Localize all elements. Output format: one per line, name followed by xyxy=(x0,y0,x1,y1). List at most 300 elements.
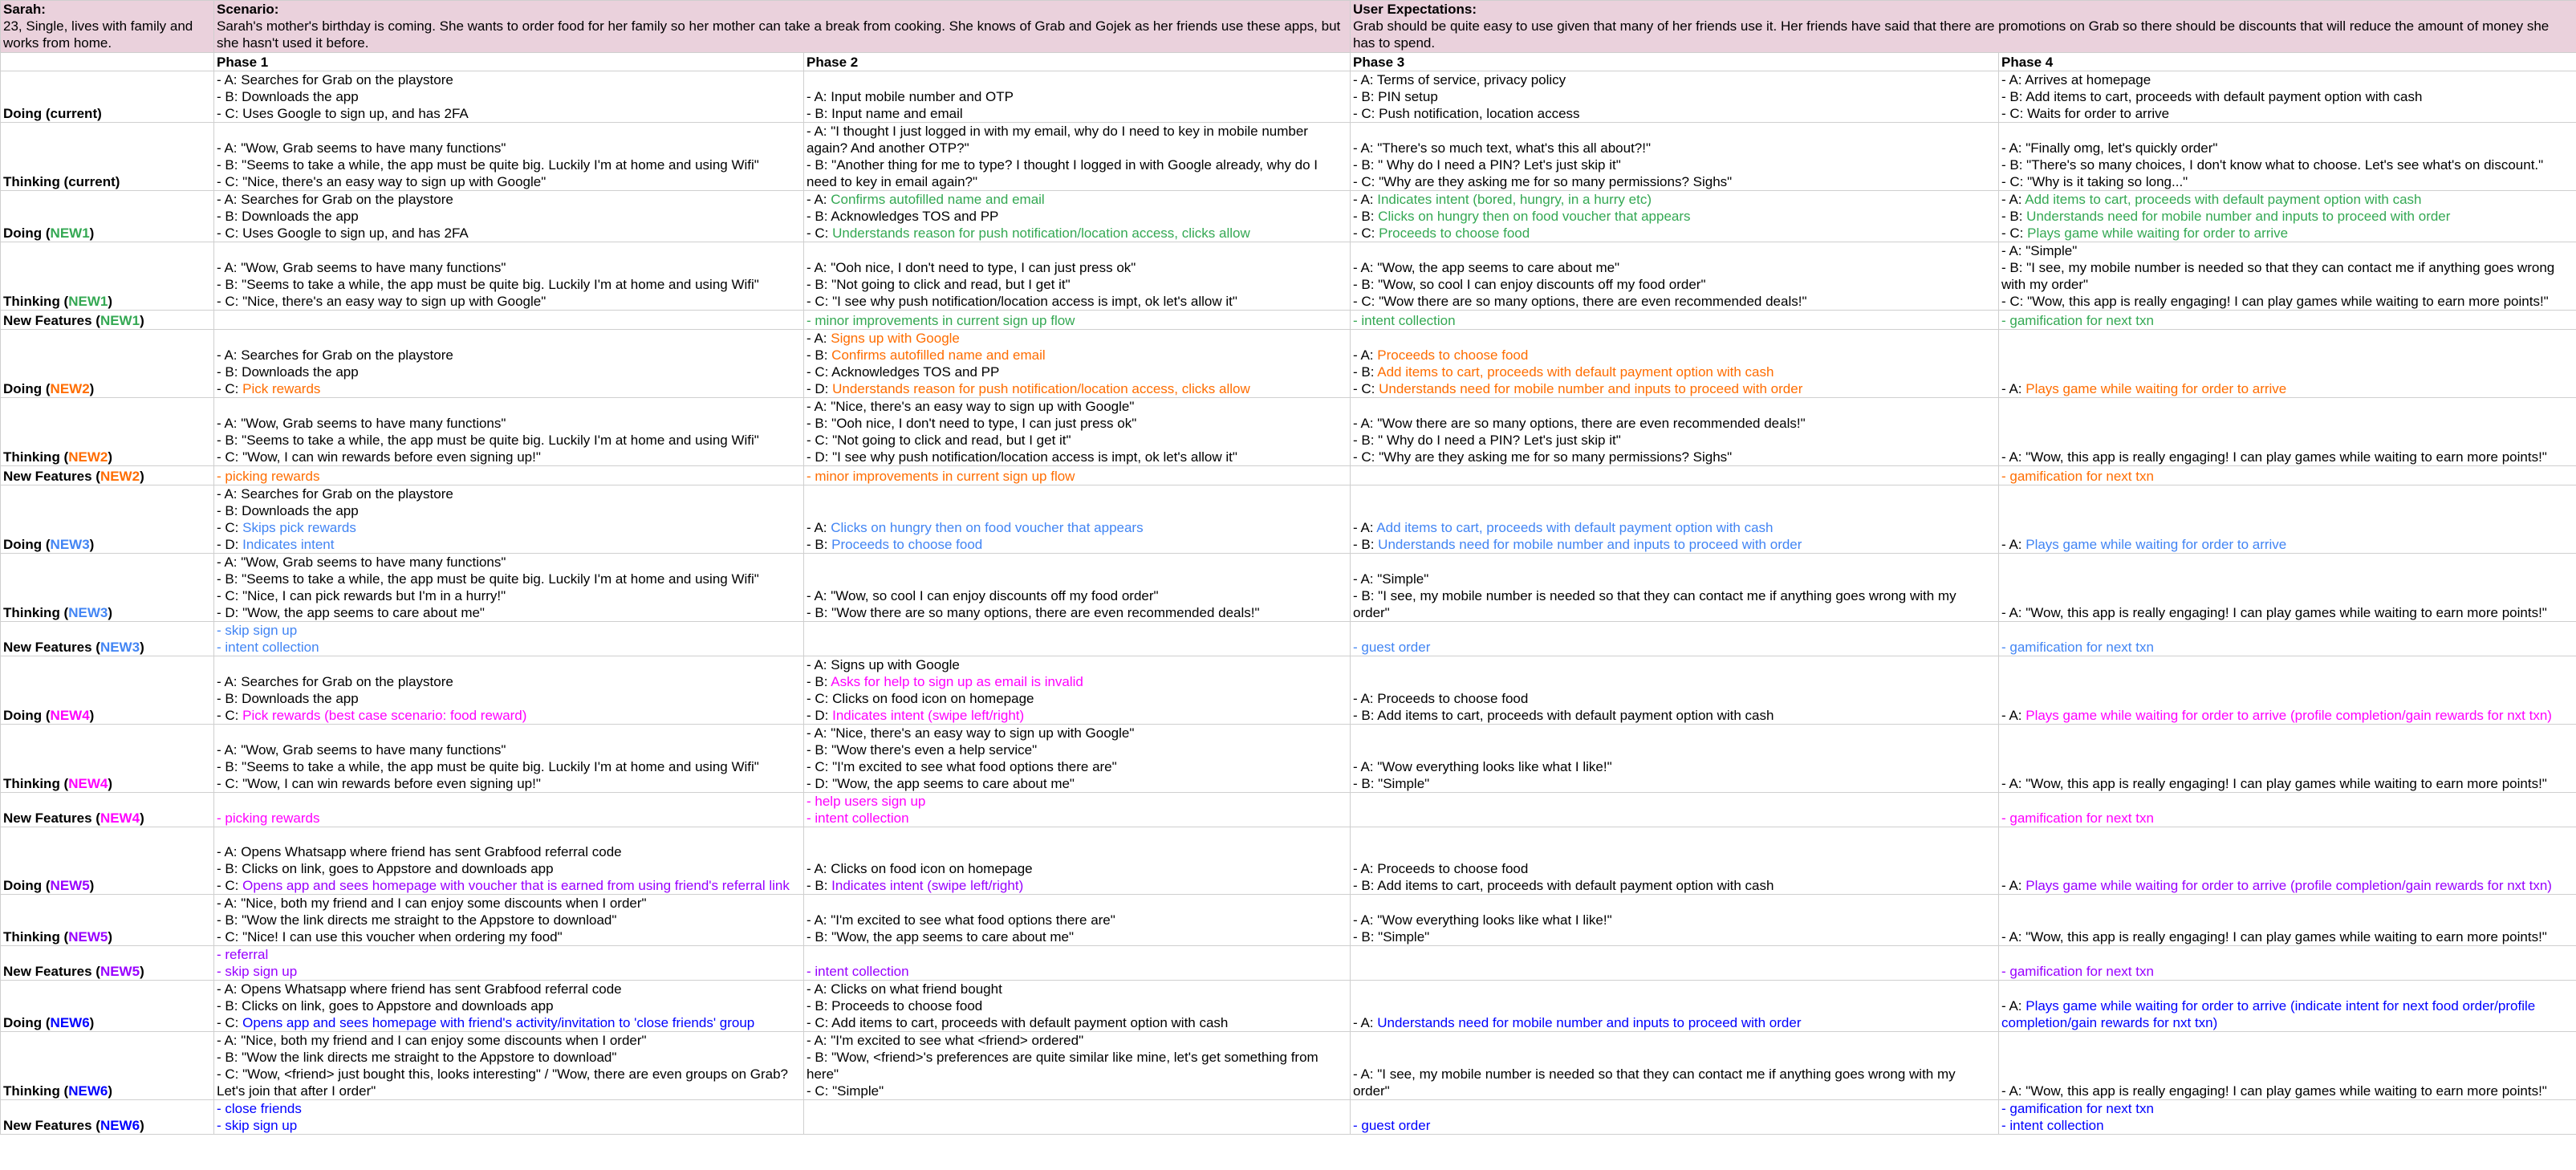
cell-line xyxy=(807,519,1347,536)
phase-2-cell[interactable] xyxy=(804,466,1351,485)
phase-4-cell[interactable] xyxy=(1999,554,2576,622)
cell-line xyxy=(2001,536,2574,553)
cell-line xyxy=(807,928,1347,945)
cell-line xyxy=(217,928,801,945)
cell-line xyxy=(1353,449,1996,465)
phase-2-cell[interactable] xyxy=(804,330,1351,398)
text-segment: - A: xyxy=(2001,537,2026,552)
cell-line xyxy=(2001,156,2574,173)
phase-3-cell[interactable] xyxy=(1351,1100,1999,1135)
text-segment: - D: "I see why push notification/location access is impt, ok let's allow it" xyxy=(807,449,1237,465)
row-label-cell[interactable] xyxy=(1,330,214,398)
phase-4-header[interactable]: Phase 4 xyxy=(1999,53,2576,71)
cell-line xyxy=(807,449,1347,465)
text-segment: - A: "Wow everything looks like what I like!" xyxy=(1353,759,1612,774)
row-label-cell[interactable] xyxy=(1,793,214,827)
text-segment: - A: Terms of service, privacy policy xyxy=(1353,72,1566,87)
cell-line xyxy=(217,1066,801,1099)
cell-line xyxy=(2001,173,2574,190)
text-segment: - B: "Wow, the app seems to care about me" xyxy=(807,929,1075,945)
text-segment: Thinking ( xyxy=(3,449,69,465)
text-segment: - B: Input name and email xyxy=(807,106,963,121)
phase-2-cell[interactable] xyxy=(804,311,1351,330)
cell-line xyxy=(807,1049,1347,1083)
text-segment: Plays game while waiting for order to arrive (profile completion/gain rewards for nxt txn) xyxy=(2025,878,2552,893)
text-segment: - C: "I see why push notification/location access is impt, ok let's allow it" xyxy=(807,294,1237,309)
text-segment: - B: xyxy=(807,537,832,552)
cell-line xyxy=(217,981,801,997)
phase-2-cell[interactable] xyxy=(804,895,1351,946)
text-segment: - A: Arrives at homepage xyxy=(2001,72,2151,87)
expectations-cell[interactable] xyxy=(1351,1,2576,53)
row-label-cell[interactable] xyxy=(1,895,214,946)
text-segment: - D: xyxy=(217,537,243,552)
row-label-cell[interactable] xyxy=(1,398,214,466)
scenario-cell[interactable] xyxy=(214,1,1351,53)
phase-4-cell[interactable] xyxy=(1999,656,2576,725)
phase-2-cell[interactable] xyxy=(804,398,1351,466)
text-segment: - B: Acknowledges TOS and PP xyxy=(807,209,999,224)
cell-line xyxy=(1353,707,1996,724)
phase-3-cell[interactable] xyxy=(1351,725,1999,793)
text-segment: - C: Push notification, location access xyxy=(1353,106,1580,121)
text-segment: - C: xyxy=(217,520,243,535)
phase-4-cell[interactable] xyxy=(1999,1100,2576,1135)
text-segment: - C: xyxy=(217,708,243,723)
cell-line xyxy=(807,156,1347,190)
cell-line xyxy=(2001,604,2574,621)
text-segment: Thinking ( xyxy=(3,776,69,791)
text-segment: - intent collection xyxy=(2001,1118,2104,1133)
cell-line xyxy=(807,380,1347,397)
phase-3-cell[interactable] xyxy=(1351,242,1999,311)
phase-3-cell[interactable] xyxy=(1351,311,1999,330)
text-segment: - C: "Why is it taking so long..." xyxy=(2001,174,2188,189)
cell-line xyxy=(217,587,801,604)
text-segment: - B: "Wow the link directs me straight to the Appstore to download" xyxy=(217,912,617,928)
cell-line xyxy=(2001,1117,2574,1134)
phase-1-cell[interactable] xyxy=(214,656,804,725)
cell-line xyxy=(1353,156,1996,173)
text-segment: NEW3 xyxy=(50,537,90,552)
cell-line xyxy=(2001,707,2574,724)
text-segment: Plays game while waiting for order to arrive xyxy=(2025,537,2287,552)
text-segment: - picking rewards xyxy=(217,469,320,484)
journey-row xyxy=(1,1032,2576,1100)
row-label-cell[interactable] xyxy=(1,827,214,895)
text-segment: - C: "Wow, <friend> just bought this, looks interesting" / "Wow, there are even groups on Grab? Let's join that after I order" xyxy=(217,1066,792,1099)
persona-cell[interactable] xyxy=(1,1,214,53)
phase-1-cell[interactable] xyxy=(214,1100,804,1135)
text-segment: Doing ( xyxy=(3,708,51,723)
journey-row xyxy=(1,71,2576,123)
phase-4-cell[interactable] xyxy=(1999,330,2576,398)
text-segment: - A: Signs up with Google xyxy=(807,657,960,672)
text-segment: - A: "Wow, this app is really engaging! I can play games while waiting to earn more points!" xyxy=(2001,929,2547,945)
cell-line xyxy=(807,604,1347,621)
row-label-cell[interactable] xyxy=(1,191,214,242)
text-segment: - minor improvements in current sign up flow xyxy=(807,469,1075,484)
text-segment: - gamification for next txn xyxy=(2001,313,2154,328)
cell-line xyxy=(217,741,801,758)
row-label-cell[interactable] xyxy=(1,656,214,725)
journey-row xyxy=(1,725,2576,793)
phase-3-cell[interactable] xyxy=(1351,946,1999,981)
cell-line xyxy=(217,468,801,485)
text-segment: - C: "Why are they asking me for so many permissions? Sighs" xyxy=(1353,449,1733,465)
cell-line xyxy=(1353,191,1996,208)
text-segment: - A: "Simple" xyxy=(1353,571,1429,587)
text-segment: Opens app and sees homepage with voucher that is earned from using friend's referral link xyxy=(242,878,790,893)
text-segment: ) xyxy=(89,878,95,893)
phase-3-cell[interactable] xyxy=(1351,895,1999,946)
phase-2-cell[interactable] xyxy=(804,1100,1351,1135)
cell-line xyxy=(807,347,1347,364)
cell-line xyxy=(807,293,1347,310)
text-segment: - gamification for next txn xyxy=(2001,964,2154,979)
text-segment: - A: xyxy=(2001,998,2026,1014)
phase-3-cell[interactable] xyxy=(1351,466,1999,485)
cell-line xyxy=(217,156,801,173)
phase-2-cell[interactable] xyxy=(804,725,1351,793)
phase-2-cell[interactable] xyxy=(804,1032,1351,1100)
phase-3-cell[interactable] xyxy=(1351,398,1999,466)
journey-row xyxy=(1,622,2576,656)
text-segment: - A: xyxy=(2001,708,2026,723)
text-segment: - help users sign up xyxy=(807,794,926,809)
text-segment: Asks for help to sign up as email is invalid xyxy=(831,674,1083,689)
text-segment: - A: xyxy=(807,192,831,207)
journey-row xyxy=(1,330,2576,398)
phase-1-cell[interactable] xyxy=(214,827,804,895)
phase-1-cell[interactable] xyxy=(214,398,804,466)
phase-1-cell[interactable] xyxy=(214,725,804,793)
phase-4-cell[interactable] xyxy=(1999,946,2576,981)
text-segment: ) xyxy=(108,605,113,620)
cell-line xyxy=(2001,997,2574,1031)
cell-line xyxy=(1353,1014,1996,1031)
phase-1-cell[interactable] xyxy=(214,191,804,242)
phase-corner-cell[interactable] xyxy=(1,53,214,71)
phase-1-cell[interactable] xyxy=(214,793,804,827)
text-segment: - skip sign up xyxy=(217,964,298,979)
text-segment: - C: xyxy=(2001,225,2028,241)
cell-line xyxy=(217,88,801,105)
phase-2-header[interactable]: Phase 2 xyxy=(804,53,1351,71)
phase-1-cell[interactable] xyxy=(214,981,804,1032)
cell-line xyxy=(217,1100,801,1117)
phase-3-cell[interactable] xyxy=(1351,622,1999,656)
text-segment: - B: "Wow the link directs me straight to the Appstore to download" xyxy=(217,1050,617,1065)
phase-1-cell[interactable] xyxy=(214,123,804,191)
text-segment: Indicates intent (swipe left/right) xyxy=(832,708,1025,723)
cell-line xyxy=(807,758,1347,775)
cell-line xyxy=(2001,468,2574,485)
text-segment: Indicates intent (bored, hungry, in a hurry etc) xyxy=(1377,192,1652,207)
phase-2-cell[interactable] xyxy=(804,191,1351,242)
phase-1-cell[interactable] xyxy=(214,622,804,656)
text-segment: Signs up with Google xyxy=(831,331,960,346)
cell-line xyxy=(2001,810,2574,827)
phase-4-cell[interactable] xyxy=(1999,1032,2576,1100)
cell-line xyxy=(2001,71,2574,88)
text-segment: - B: xyxy=(807,674,831,689)
row-label-cell[interactable] xyxy=(1,466,214,485)
text-segment: NEW6 xyxy=(100,1118,140,1133)
text-segment: - intent collection xyxy=(1353,313,1456,328)
text-segment: ) xyxy=(89,381,95,396)
text-segment: NEW2 xyxy=(50,381,90,396)
phase-4-cell[interactable] xyxy=(1999,311,2576,330)
text-segment: ) xyxy=(140,810,144,826)
cell-line xyxy=(807,123,1347,156)
cell-line xyxy=(807,191,1347,208)
text-segment: Skips pick rewards xyxy=(242,520,356,535)
cell-line xyxy=(217,895,801,912)
text-segment: - referral xyxy=(217,947,269,962)
row-label-cell[interactable] xyxy=(1,485,214,554)
cell-line xyxy=(1353,225,1996,242)
cell-line xyxy=(1353,364,1996,380)
text-segment: - B: xyxy=(1353,364,1378,380)
cell-line xyxy=(1353,690,1996,707)
phase-2-cell[interactable] xyxy=(804,622,1351,656)
text-segment: - B: "Seems to take a while, the app must be quite big. Luckily I'm at home and using Wifi" xyxy=(217,759,759,774)
text-segment: Thinking ( xyxy=(3,1083,69,1099)
phase-4-cell[interactable] xyxy=(1999,622,2576,656)
text-segment: - B: xyxy=(807,878,832,893)
cell-line xyxy=(807,793,1347,810)
text-segment: - A: Input mobile number and OTP xyxy=(807,89,1014,104)
phase-3-cell[interactable] xyxy=(1351,827,1999,895)
text-segment: - C: Waits for order to arrive xyxy=(2001,106,2170,121)
phase-1-cell[interactable] xyxy=(214,330,804,398)
row-label-cell[interactable] xyxy=(1,554,214,622)
row-label-cell[interactable] xyxy=(1,946,214,981)
text-segment: NEW1 xyxy=(50,225,90,241)
phase-1-cell[interactable] xyxy=(214,311,804,330)
phase-3-cell[interactable] xyxy=(1351,1032,1999,1100)
row-label-cell[interactable] xyxy=(1,981,214,1032)
text-segment: Plays game while waiting for order to arrive (indicate intent for next food order/profile completion/gain rewards for nxt txn) xyxy=(2001,998,2539,1030)
text-segment: - guest order xyxy=(1353,1118,1431,1133)
text-segment: - A: "Wow, Grab seems to have many functions" xyxy=(217,742,506,758)
text-segment: - B: Downloads the app xyxy=(217,503,359,518)
phase-2-cell[interactable] xyxy=(804,123,1351,191)
text-segment: Doing ( xyxy=(3,1015,51,1030)
cell-line xyxy=(1353,71,1996,88)
phase-3-cell[interactable] xyxy=(1351,71,1999,123)
cell-line xyxy=(217,877,801,894)
phase-3-cell[interactable] xyxy=(1351,981,1999,1032)
journey-row xyxy=(1,946,2576,981)
row-label-cell[interactable] xyxy=(1,725,214,793)
text-segment: ) xyxy=(108,1083,113,1099)
row-label-cell[interactable] xyxy=(1,242,214,311)
phase-4-cell[interactable] xyxy=(1999,895,2576,946)
phase-4-cell[interactable] xyxy=(1999,242,2576,311)
phase-4-cell[interactable] xyxy=(1999,123,2576,191)
row-label-cell[interactable] xyxy=(1,1032,214,1100)
text-segment: Proceeds to choose food xyxy=(1379,225,1530,241)
phase-4-cell[interactable] xyxy=(1999,191,2576,242)
cell-line xyxy=(807,1014,1347,1031)
cell-line xyxy=(1353,380,1996,397)
journey-row xyxy=(1,191,2576,242)
cell-line xyxy=(807,741,1347,758)
scenario-title: Scenario: xyxy=(217,2,279,17)
text-segment: ) xyxy=(140,313,144,328)
phase-4-cell[interactable] xyxy=(1999,981,2576,1032)
cell-line xyxy=(217,758,801,775)
text-segment: Add items to cart, proceeds with default payment option with cash xyxy=(1376,520,1774,535)
text-segment: ) xyxy=(140,640,144,655)
text-segment: Add items to cart, proceeds with default payment option with cash xyxy=(2025,192,2422,207)
text-segment: Plays game while waiting for order to arrive (profile completion/gain rewards for nxt txn) xyxy=(2025,708,2552,723)
text-segment: - intent collection xyxy=(807,810,909,826)
text-segment: - C: "Nice, there's an easy way to sign up with Google" xyxy=(217,294,546,309)
text-segment: - A: xyxy=(1353,192,1378,207)
text-segment: Indicates intent (swipe left/right) xyxy=(831,878,1024,893)
text-segment: - C: Clicks on food icon on homepage xyxy=(807,691,1034,706)
cell-line xyxy=(217,622,801,639)
text-segment: Doing ( xyxy=(3,878,51,893)
text-segment: - B: Add items to cart, proceeds with default payment option with cash xyxy=(2001,89,2423,104)
phase-3-cell[interactable] xyxy=(1351,123,1999,191)
phase-4-cell[interactable] xyxy=(1999,827,2576,895)
phase-1-cell[interactable] xyxy=(214,71,804,123)
text-segment: New Features ( xyxy=(3,313,100,328)
cell-line xyxy=(2001,293,2574,310)
row-label-cell[interactable] xyxy=(1,311,214,330)
phase-2-cell[interactable] xyxy=(804,793,1351,827)
text-segment: - B: "I see, my mobile number is needed so that they can contact me if anything goes wrong with my order" xyxy=(2001,260,2558,292)
text-segment: - A: xyxy=(1353,520,1377,535)
cell-line xyxy=(2001,225,2574,242)
cell-line xyxy=(807,587,1347,604)
cell-line xyxy=(217,639,801,656)
row-label-cell[interactable] xyxy=(1,1100,214,1135)
row-label-cell[interactable] xyxy=(1,622,214,656)
text-segment: New Features ( xyxy=(3,469,100,484)
text-segment: - A: "Wow, this app is really engaging! I can play games while waiting to earn more points!" xyxy=(2001,605,2547,620)
text-segment: - A: Proceeds to choose food xyxy=(1353,861,1529,876)
phase-4-cell[interactable] xyxy=(1999,71,2576,123)
phase-1-cell[interactable] xyxy=(214,895,804,946)
text-segment: - C: "Nice, there's an easy way to sign up with Google" xyxy=(217,174,546,189)
text-segment: Confirms autofilled name and email xyxy=(831,347,1046,363)
text-segment: - C: "Nice! I can use this voucher when ordering my food" xyxy=(217,929,563,945)
cell-line xyxy=(807,364,1347,380)
phase-3-cell[interactable] xyxy=(1351,793,1999,827)
text-segment: - A: "Wow there are so many options, there are even recommended deals!" xyxy=(1353,416,1806,431)
text-segment: Indicates intent xyxy=(242,537,335,552)
text-segment: Thinking (current) xyxy=(3,174,120,189)
text-segment: - intent collection xyxy=(217,640,319,655)
text-segment: - A: xyxy=(807,520,831,535)
text-segment: Plays game while waiting for order to arrive xyxy=(2025,381,2287,396)
phase-4-cell[interactable] xyxy=(1999,398,2576,466)
text-segment: ) xyxy=(89,225,95,241)
phase-3-header[interactable]: Phase 3 xyxy=(1351,53,1999,71)
cell-line xyxy=(2001,1100,2574,1117)
cell-line xyxy=(217,71,801,88)
text-segment: - A: "I thought I just logged in with my email, why do I need to key in mobile number again? And another OTP?" xyxy=(807,124,1312,156)
cell-line xyxy=(807,690,1347,707)
phase-2-cell[interactable] xyxy=(804,656,1351,725)
text-segment: - B: "Another thing for me to type? I thought I logged in with Google already, why do I need to key in email again?" xyxy=(807,157,1322,189)
text-segment: - C: "I'm excited to see what food options there are" xyxy=(807,759,1117,774)
phase-3-cell[interactable] xyxy=(1351,191,1999,242)
text-segment: - A: "Wow everything looks like what I like!" xyxy=(1353,912,1612,928)
cell-line xyxy=(217,554,801,571)
phase-2-cell[interactable] xyxy=(804,242,1351,311)
phase-1-cell[interactable] xyxy=(214,466,804,485)
phase-3-cell[interactable] xyxy=(1351,485,1999,554)
phase-3-cell[interactable] xyxy=(1351,330,1999,398)
phase-2-cell[interactable] xyxy=(804,827,1351,895)
journey-row xyxy=(1,793,2576,827)
phase-2-cell[interactable] xyxy=(804,71,1351,123)
phase-2-cell[interactable] xyxy=(804,946,1351,981)
row-label-cell[interactable] xyxy=(1,123,214,191)
phase-2-cell[interactable] xyxy=(804,981,1351,1032)
phase-2-cell[interactable] xyxy=(804,485,1351,554)
text-segment: Add items to cart, proceeds with default payment option with cash xyxy=(1377,364,1774,380)
phase-4-cell[interactable] xyxy=(1999,485,2576,554)
phase-4-cell[interactable] xyxy=(1999,466,2576,485)
phase-4-cell[interactable] xyxy=(1999,793,2576,827)
phase-4-cell[interactable] xyxy=(1999,725,2576,793)
text-segment: ) xyxy=(108,776,113,791)
phase-2-cell[interactable] xyxy=(804,554,1351,622)
text-segment: - A: Opens Whatsapp where friend has sent Grabfood referral code xyxy=(217,844,622,859)
phase-3-cell[interactable] xyxy=(1351,656,1999,725)
phase-1-header[interactable]: Phase 1 xyxy=(214,53,804,71)
text-segment: Opens app and sees homepage with friend's activity/invitation to 'close friends' group xyxy=(242,1015,755,1030)
persona-title: Sarah: xyxy=(3,2,46,17)
row-label-cell[interactable] xyxy=(1,71,214,123)
text-segment: - A: "There's so much text, what's this all about?!" xyxy=(1353,140,1652,156)
cell-line xyxy=(807,415,1347,432)
cell-line xyxy=(807,432,1347,449)
cell-line xyxy=(2001,775,2574,792)
journey-row xyxy=(1,466,2576,485)
text-segment: - B: xyxy=(2001,209,2027,224)
text-segment: - A: Clicks on food icon on homepage xyxy=(807,861,1033,876)
cell-line xyxy=(807,997,1347,1014)
cell-line xyxy=(807,398,1347,415)
text-segment: - B: Add items to cart, proceeds with default payment option with cash xyxy=(1353,878,1774,893)
cell-line xyxy=(807,1032,1347,1049)
cell-line xyxy=(1353,1066,1996,1099)
cell-line xyxy=(217,1014,801,1031)
text-segment: Understands need for mobile number and inputs to proceed with order xyxy=(1378,537,1802,552)
phase-3-cell[interactable] xyxy=(1351,554,1999,622)
text-segment: - C: xyxy=(1353,381,1379,396)
phase-1-cell[interactable] xyxy=(214,554,804,622)
text-segment: - C: "Wow, this app is really engaging! I can play games while waiting to earn more points!" xyxy=(2001,294,2549,309)
text-segment: - A: "I'm excited to see what <friend> ordered" xyxy=(807,1033,1084,1048)
cell-line xyxy=(217,519,801,536)
phase-1-cell[interactable] xyxy=(214,946,804,981)
journey-row xyxy=(1,554,2576,622)
text-segment: NEW4 xyxy=(50,708,90,723)
cell-line xyxy=(1353,775,1996,792)
phase-1-cell[interactable] xyxy=(214,1032,804,1100)
phase-1-cell[interactable] xyxy=(214,485,804,554)
phase-1-cell[interactable] xyxy=(214,242,804,311)
